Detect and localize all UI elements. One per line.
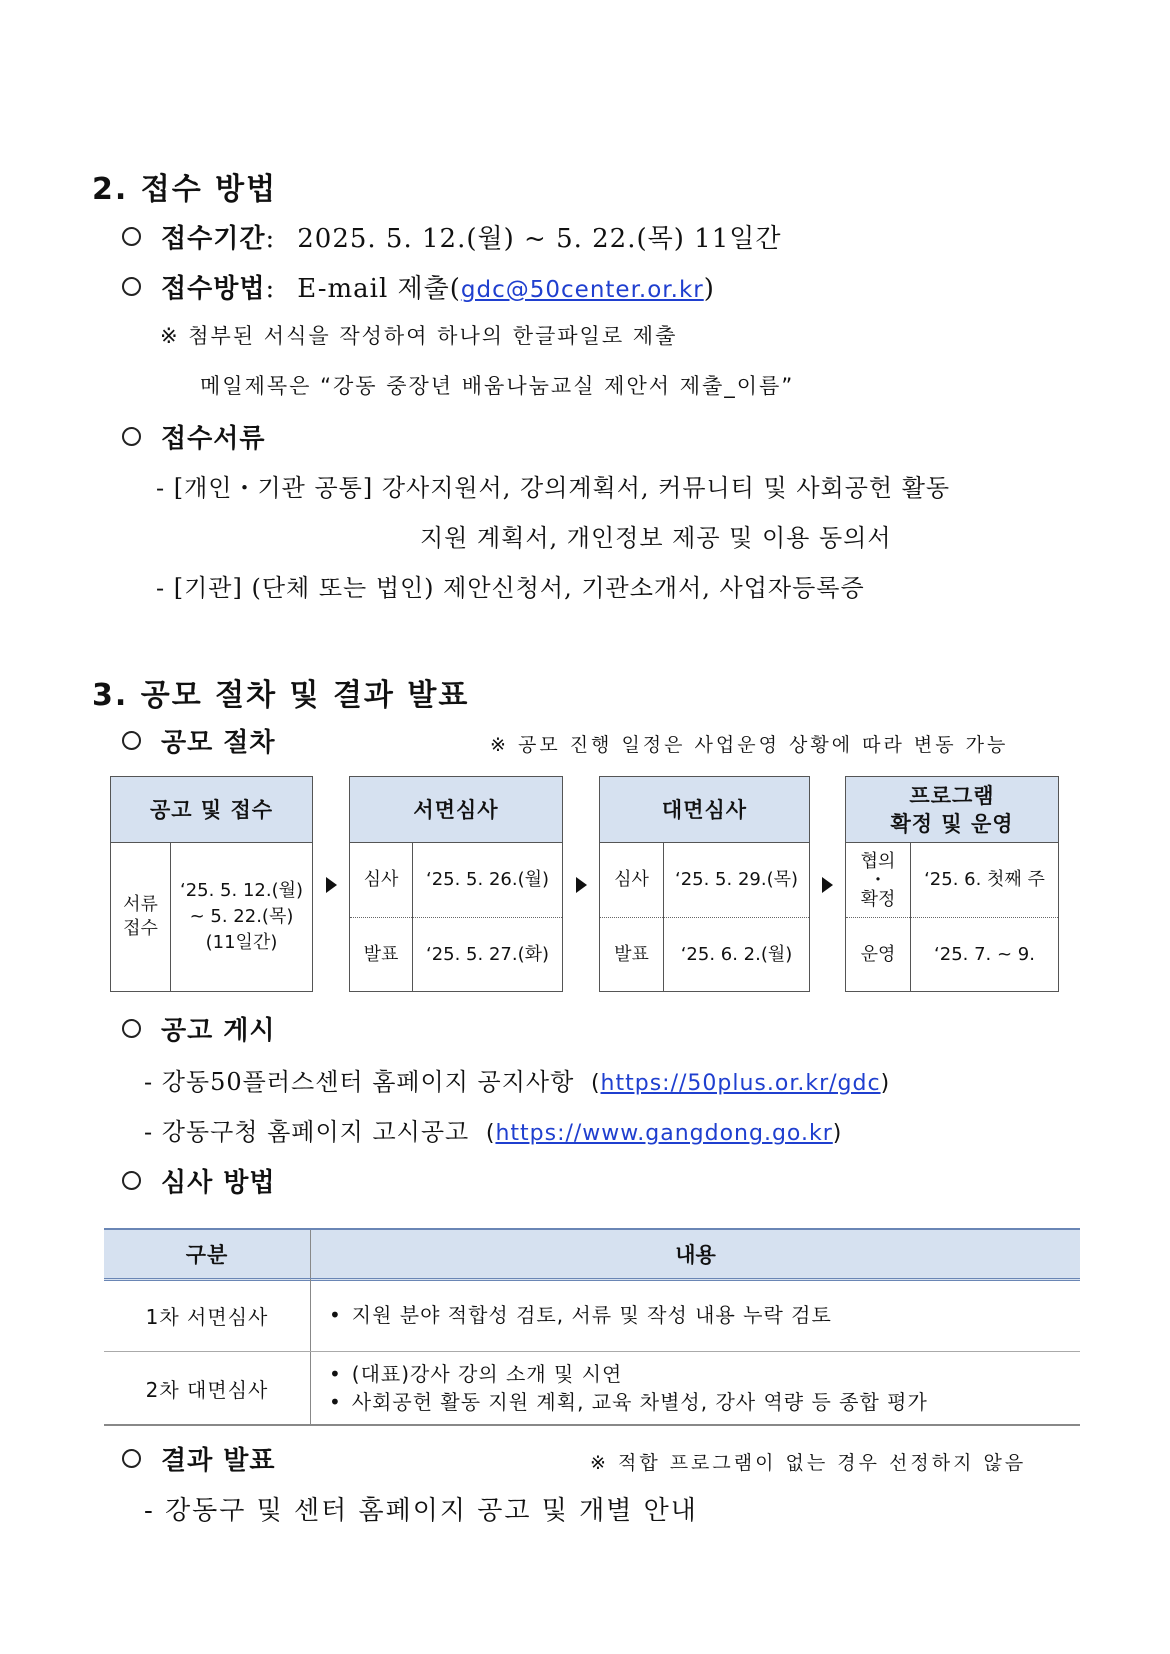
procedure-step-announce (110, 776, 313, 992)
bullet-dot-icon: • (329, 1362, 342, 1386)
circle-bullet-icon (122, 1449, 141, 1468)
step-value: ‘25. 6. 2.(월) (680, 943, 793, 965)
table-row (104, 1352, 1080, 1426)
method-label: 접수방법 (161, 274, 266, 304)
arrow-right-icon (326, 877, 337, 893)
notice-line-1: - 강동50플러스센터 홈페이지 공지사항 (https://50plus.or.kr/gdc) (144, 1068, 891, 1096)
period-value: 2025. 5. 12.(월) ~ 5. 22.(목) 11일간 (297, 224, 782, 254)
procedure-step-interview (599, 776, 810, 992)
step-key: 심사 (614, 869, 649, 890)
result-line: - 강동구 및 센터 홈페이지 공고 및 개별 안내 (144, 1496, 698, 1526)
step-header: 대면심사 (600, 777, 809, 843)
table-header-stage: 구분 (104, 1230, 311, 1278)
step-header: 공고 및 접수 (111, 777, 312, 843)
result-note: ※ 적합 프로그램이 없는 경우 선정하지 않음 (590, 1452, 1027, 1474)
period-colon: : (265, 224, 276, 254)
review-item: 사회공헌 활동 지원 계획, 교육 차별성, 강사 역량 등 종합 평가 (351, 1390, 928, 1414)
circle-bullet-icon (122, 1171, 141, 1190)
review-row (122, 1162, 276, 1199)
review-stage: 1차 서면심사 (104, 1279, 311, 1351)
review-item: 지원 분야 적합성 검토, 서류 및 작성 내용 누락 검토 (351, 1303, 832, 1327)
step-left-cell: 서류 접수 (123, 894, 158, 939)
table-header-row (104, 1228, 1080, 1281)
table-row (104, 1279, 1080, 1352)
docs-row (122, 418, 265, 455)
circle-bullet-icon (122, 1019, 141, 1038)
review-item: (대표)강사 강의 소개 및 시연 (351, 1362, 623, 1386)
review-content (311, 1279, 1080, 1351)
method-row (122, 268, 715, 305)
docs-line-1b: 지원 계획서, 개인정보 제공 및 이용 동의서 (420, 524, 892, 552)
table-header-content: 내용 (675, 1243, 716, 1267)
review-content (311, 1352, 1080, 1424)
notice-row (122, 1010, 276, 1047)
method-colon: : (265, 274, 276, 304)
step-value: ‘25. 5. 26.(월) (425, 869, 550, 890)
method-value: E-mail 제출( (297, 274, 461, 304)
notice-label: 공고 게시 (161, 1016, 276, 1046)
step-key: 심사 (363, 869, 399, 890)
procedure-note: ※ 공모 진행 일정은 사업운영 상황에 따라 변동 가능 (490, 734, 1009, 756)
method-note-2: 메일제목은 “강동 중장년 배움나눔교실 제안서 제출_이름” (200, 374, 795, 398)
circle-bullet-icon (122, 731, 141, 750)
step-key: 운영 (860, 943, 896, 965)
circle-bullet-icon (122, 427, 141, 446)
step-value: ‘25. 5. 29.(목) (674, 869, 799, 890)
homepage-link-gangdong[interactable]: https://www.gangdong.go.kr (495, 1121, 833, 1146)
notice-text-2: - 강동구청 홈페이지 고시공고 (144, 1118, 470, 1146)
docs-label: 접수서류 (161, 424, 266, 454)
notice-line-2: - 강동구청 홈페이지 고시공고 (https://www.gangdong.go.kr) (144, 1118, 843, 1146)
review-table (104, 1228, 1080, 1418)
notice-text-1: - 강동50플러스센터 홈페이지 공지사항 (144, 1068, 575, 1096)
homepage-link-50plus[interactable]: https://50plus.or.kr/gdc (600, 1071, 881, 1096)
procedure-row (122, 722, 276, 759)
result-row (122, 1440, 276, 1477)
review-label: 심사 방법 (161, 1168, 276, 1198)
period-label: 접수기간 (161, 224, 266, 254)
step-header: 서면심사 (350, 777, 562, 843)
docs-line-1: - [개인・기관 공통] 강사지원서, 강의계획서, 커뮤니티 및 사회공헌 활동 (156, 474, 951, 502)
method-note-1: ※ 첨부된 서식을 작성하여 하나의 한글파일로 제출 (160, 324, 678, 348)
period-row (122, 218, 781, 255)
procedure-label: 공모 절차 (161, 728, 276, 758)
arrow-right-icon (576, 877, 587, 893)
procedure-step-written (349, 776, 563, 992)
step-value: ‘25. 7. ~ 9. (934, 943, 1035, 965)
review-stage: 2차 대면심사 (104, 1352, 311, 1424)
step-key: 협의 ・ 확정 (860, 850, 896, 910)
section-3-title: 3. 공모 절차 및 결과 발표 (92, 678, 470, 713)
bullet-dot-icon: • (329, 1390, 342, 1414)
circle-bullet-icon (122, 277, 141, 296)
step-header: 프로그램 확정 및 운영 (846, 777, 1058, 843)
step-right-cell: ‘25. 5. 12.(월) ~ 5. 22.(목) (11일간) (179, 880, 304, 953)
docs-line-2: - [기관] (단체 또는 법인) 제안신청서, 기관소개서, 사업자등록증 (156, 574, 865, 602)
step-key: 발표 (363, 943, 399, 965)
bullet-dot-icon: • (329, 1303, 342, 1327)
email-link[interactable]: gdc@50center.or.kr (460, 277, 704, 303)
procedure-step-program (845, 776, 1059, 992)
step-value: ‘25. 5. 27.(화) (425, 943, 550, 965)
result-label: 결과 발표 (161, 1446, 276, 1476)
circle-bullet-icon (122, 227, 141, 246)
arrow-right-icon (822, 877, 833, 893)
method-close: ) (703, 274, 715, 304)
step-value: ‘25. 6. 첫째 주 (924, 869, 1045, 890)
step-key: 발표 (614, 943, 649, 965)
section-2-title: 2. 접수 방법 (92, 172, 278, 207)
